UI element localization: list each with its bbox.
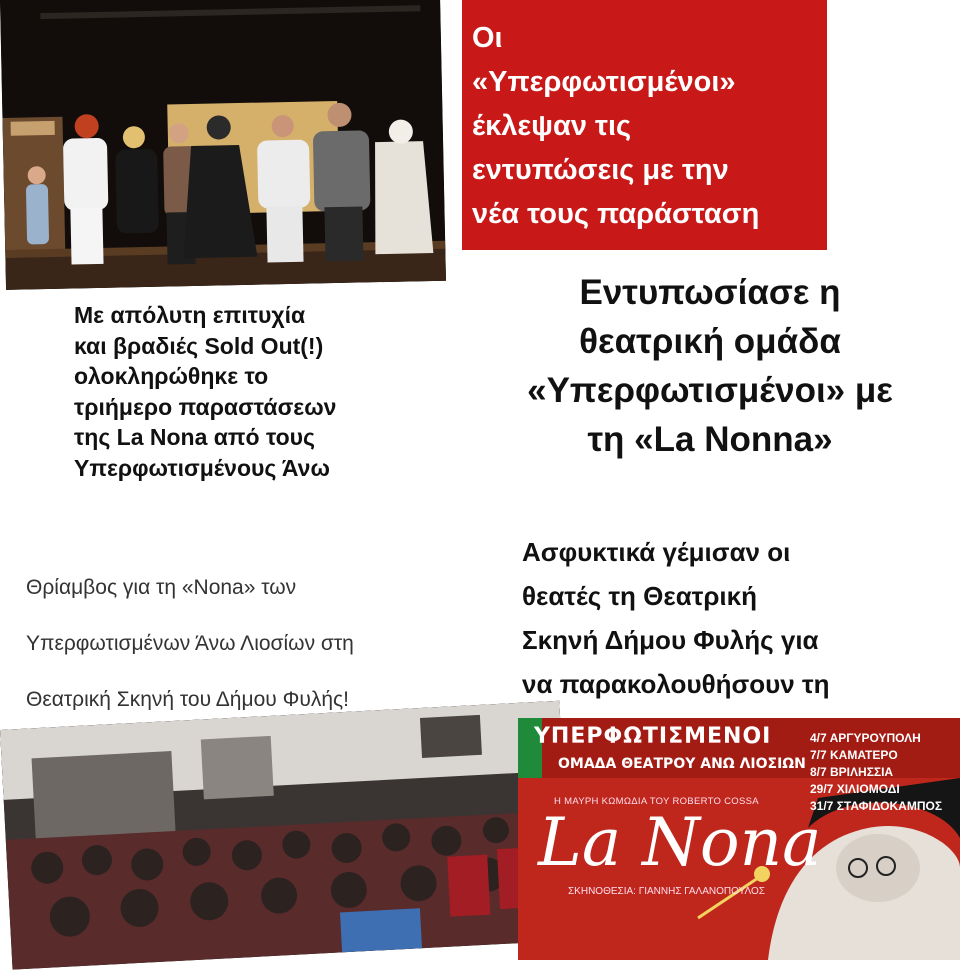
poster-date: 7/7 ΚΑΜΑΤΕΡΟ — [810, 748, 898, 762]
poster-date: 31/7 ΣΤΑΦΙΔΟΚΑΜΠΟΣ — [810, 799, 943, 813]
red-card-line: έκλεψαν τις — [472, 110, 632, 142]
snippet-line: Υπερφωτισμένους Άνω — [74, 454, 330, 481]
stage-cast-photo — [0, 0, 446, 290]
snippet-line: τριήμερο παραστάσεων — [74, 393, 337, 420]
headline-line: τη «La Nonna» — [587, 420, 833, 459]
poster-director: ΣΚΗΝΟΘΕΣΙΑ: ΓΙΑΝΝΗΣ ΓΑΛΑΝΟΠΟΥΛΟΣ — [568, 886, 765, 897]
poster-troupe: ΥΠΕΡΦΩΤΙΣΜΕΝΟΙ — [534, 724, 772, 749]
poster-date: 8/7 ΒΡΙΛΗΣΣΙΑ — [810, 765, 894, 779]
poster-date: 4/7 ΑΡΓΥΡΟΥΠΟΛΗ — [810, 731, 921, 745]
snippet-line: Υπερφωτισμένων Άνω Λιοσίων στη — [26, 632, 354, 655]
impressed-headline — [470, 268, 950, 464]
snippet-line: Σκηνή Δήμου Φυλής για — [522, 625, 819, 655]
headline-line: Εντυπωσίασε η — [579, 273, 841, 312]
headline-red-card — [462, 0, 827, 250]
red-card-line: «Υπερφωτισμένοι» — [472, 66, 736, 98]
poster-dates — [810, 730, 942, 815]
poster-date: 29/7 ΧΙΛΙΟΜΟΔΙ — [810, 782, 900, 796]
snippet-line: να παρακολουθήσουν τη — [522, 669, 830, 699]
snippet-line: Με απόλυτη επιτυχία — [74, 302, 306, 328]
headline-line: θεατρική ομάδα — [579, 322, 841, 361]
poster-tagline: Η ΜΑΥΡΗ ΚΩΜΩΔΙΑ ΤΟΥ ROBERTO COSSA — [554, 796, 759, 807]
poster-title: La Nona — [538, 804, 822, 881]
la-nona-poster — [518, 718, 960, 960]
snippet-line: Θεατρική Σκηνή του Δήμου Φυλής! — [26, 688, 349, 710]
red-card-line: νέα τους παράσταση — [472, 198, 760, 230]
red-card-line: Οι — [472, 22, 503, 54]
headline-line: «Υπερφωτισμένοι» με — [527, 371, 893, 410]
triumph-snippet — [26, 560, 506, 710]
snippet-line: Θρίαμβος για τη «Nona» των — [26, 576, 297, 599]
poster-troupe-sub: ΟΜΑΔΑ ΘΕΑΤΡΟΥ ΑΝΩ ΛΙΟΣΙΩΝ — [558, 756, 806, 772]
sold-out-snippet — [74, 300, 434, 512]
snippet-line: θεατές τη Θεατρική — [522, 581, 758, 611]
snippet-line: της La Nona από τους — [74, 424, 315, 450]
packed-theatre-snippet — [522, 530, 952, 720]
snippet-line: Ασφυκτικά γέμισαν οι — [522, 537, 791, 567]
audience-photo — [0, 701, 572, 970]
red-card-line: εντυπώσεις με την — [472, 154, 729, 186]
snippet-line: και βραδιές Sold Out(!) — [74, 332, 324, 359]
snippet-line: ολοκληρώθηκε το — [74, 363, 269, 389]
